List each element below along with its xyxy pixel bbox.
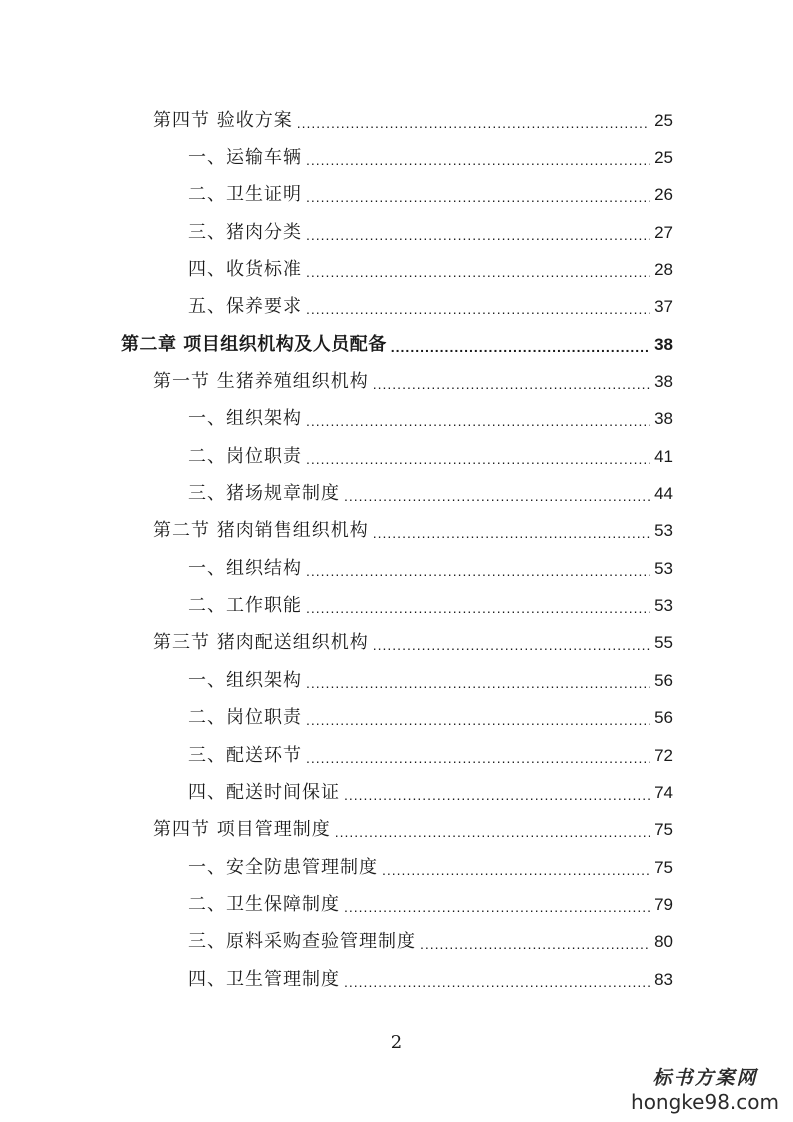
toc-entry-page: 56	[654, 708, 673, 727]
dot-leader	[344, 487, 650, 505]
toc-entry-page: 53	[654, 521, 673, 540]
toc-entry[interactable]	[188, 479, 673, 505]
toc-entry[interactable]	[188, 255, 673, 281]
toc-entry[interactable]	[188, 554, 673, 580]
dot-leader	[306, 674, 650, 692]
toc-entry[interactable]	[188, 703, 673, 729]
dot-leader	[306, 749, 650, 767]
page-number: 2	[390, 1032, 403, 1053]
toc-entry-label: 四、卫生管理制度	[188, 969, 340, 990]
toc-entry[interactable]	[188, 890, 673, 916]
toc-entry-page: 53	[654, 596, 673, 615]
toc-entry-page: 25	[654, 148, 673, 167]
dot-leader	[391, 338, 650, 356]
toc-entry-label: 四、收货标准	[188, 259, 302, 280]
toc-entry-label: 三、猪场规章制度	[188, 483, 340, 504]
toc-entry[interactable]	[188, 180, 673, 206]
toc-entry-label: 二、岗位职责	[188, 446, 302, 467]
toc-entry-page: 74	[654, 783, 673, 802]
toc-entry[interactable]	[188, 853, 673, 879]
toc-entry-label: 二、卫生证明	[188, 184, 302, 205]
dot-leader	[306, 562, 650, 580]
watermark-url: hongke98.com	[631, 1090, 779, 1114]
watermark-name: 标书方案网	[652, 1067, 758, 1089]
toc-entry-page: 80	[654, 932, 673, 951]
dot-leader	[306, 412, 650, 430]
toc-entry[interactable]	[188, 927, 673, 953]
toc-entry[interactable]	[188, 666, 673, 692]
dot-leader	[306, 226, 650, 244]
toc-entry-label: 一、组织架构	[188, 408, 302, 429]
toc-entry-label: 五、保养要求	[188, 296, 302, 317]
toc-entry-label: 三、原料采购查验管理制度	[188, 931, 416, 952]
toc-entry[interactable]	[153, 367, 673, 393]
toc-entry-label: 第三节 猪肉配送组织机构	[153, 632, 369, 653]
dot-leader	[373, 524, 650, 542]
dot-leader	[306, 263, 650, 281]
toc-entry[interactable]	[188, 404, 673, 430]
dot-leader	[373, 375, 650, 393]
toc-entry[interactable]	[188, 741, 673, 767]
toc-entry-label: 第二章 项目组织机构及人员配备	[121, 334, 387, 355]
toc-entry-page: 26	[654, 185, 673, 204]
dot-leader	[382, 861, 650, 879]
toc-entry-page: 53	[654, 559, 673, 578]
toc-entry-label: 二、卫生保障制度	[188, 894, 340, 915]
watermark	[631, 1063, 779, 1114]
toc-entry-page: 83	[654, 970, 673, 989]
toc-entry-label: 第二节 猪肉销售组织机构	[153, 520, 369, 541]
toc-entry[interactable]	[188, 292, 673, 318]
toc-entry[interactable]	[188, 442, 673, 468]
dot-leader	[344, 973, 650, 991]
toc-entry-page: 28	[654, 260, 673, 279]
dot-leader	[344, 786, 650, 804]
toc-entry[interactable]	[188, 965, 673, 991]
dot-leader	[420, 935, 650, 953]
toc-entry-label: 第四节 项目管理制度	[153, 819, 331, 840]
dot-leader	[297, 114, 650, 132]
dot-leader	[306, 450, 650, 468]
toc-entry-page: 27	[654, 223, 673, 242]
toc-entry[interactable]	[188, 778, 673, 804]
toc-entry-label: 二、岗位职责	[188, 707, 302, 728]
toc-entry[interactable]	[188, 218, 673, 244]
dot-leader	[306, 151, 650, 169]
toc-chapter-entry[interactable]	[121, 330, 673, 356]
toc-entry-page: 25	[654, 111, 673, 130]
toc-entry-label: 一、组织架构	[188, 670, 302, 691]
toc-entry-page: 38	[654, 409, 673, 428]
toc-entry-page: 55	[654, 633, 673, 652]
dot-leader	[306, 188, 650, 206]
toc-entry[interactable]	[153, 628, 673, 654]
toc-entry[interactable]	[153, 815, 673, 841]
toc-entry-page: 75	[654, 858, 673, 877]
toc-entry-label: 四、配送时间保证	[188, 782, 340, 803]
toc-entry-page: 72	[654, 746, 673, 765]
toc-entry-page: 75	[654, 820, 673, 839]
toc-entry-label: 三、猪肉分类	[188, 222, 302, 243]
toc-entry-page: 37	[654, 297, 673, 316]
toc-entry[interactable]	[153, 106, 673, 132]
toc-entry-label: 一、安全防患管理制度	[188, 857, 378, 878]
toc-entry-label: 二、工作职能	[188, 595, 302, 616]
toc-entry-label: 第一节 生猪养殖组织机构	[153, 371, 369, 392]
toc-entry[interactable]	[153, 516, 673, 542]
toc-entry-label: 一、运输车辆	[188, 147, 302, 168]
toc-entry[interactable]	[188, 143, 673, 169]
dot-leader	[373, 636, 650, 654]
toc-entry-page: 41	[654, 447, 673, 466]
toc-entry-page: 56	[654, 671, 673, 690]
dot-leader	[306, 711, 650, 729]
dot-leader	[306, 300, 650, 318]
toc-entry-page: 79	[654, 895, 673, 914]
toc-entry-label: 第四节 验收方案	[153, 110, 293, 131]
toc-entry[interactable]	[188, 591, 673, 617]
toc-entry-page: 38	[654, 372, 673, 391]
dot-leader	[344, 898, 650, 916]
toc-entry-page: 38	[654, 335, 673, 354]
dot-leader	[335, 823, 650, 841]
toc-entry-label: 一、组织结构	[188, 558, 302, 579]
toc-entry-label: 三、配送环节	[188, 745, 302, 766]
toc-entry-page: 44	[654, 484, 673, 503]
dot-leader	[306, 599, 650, 617]
